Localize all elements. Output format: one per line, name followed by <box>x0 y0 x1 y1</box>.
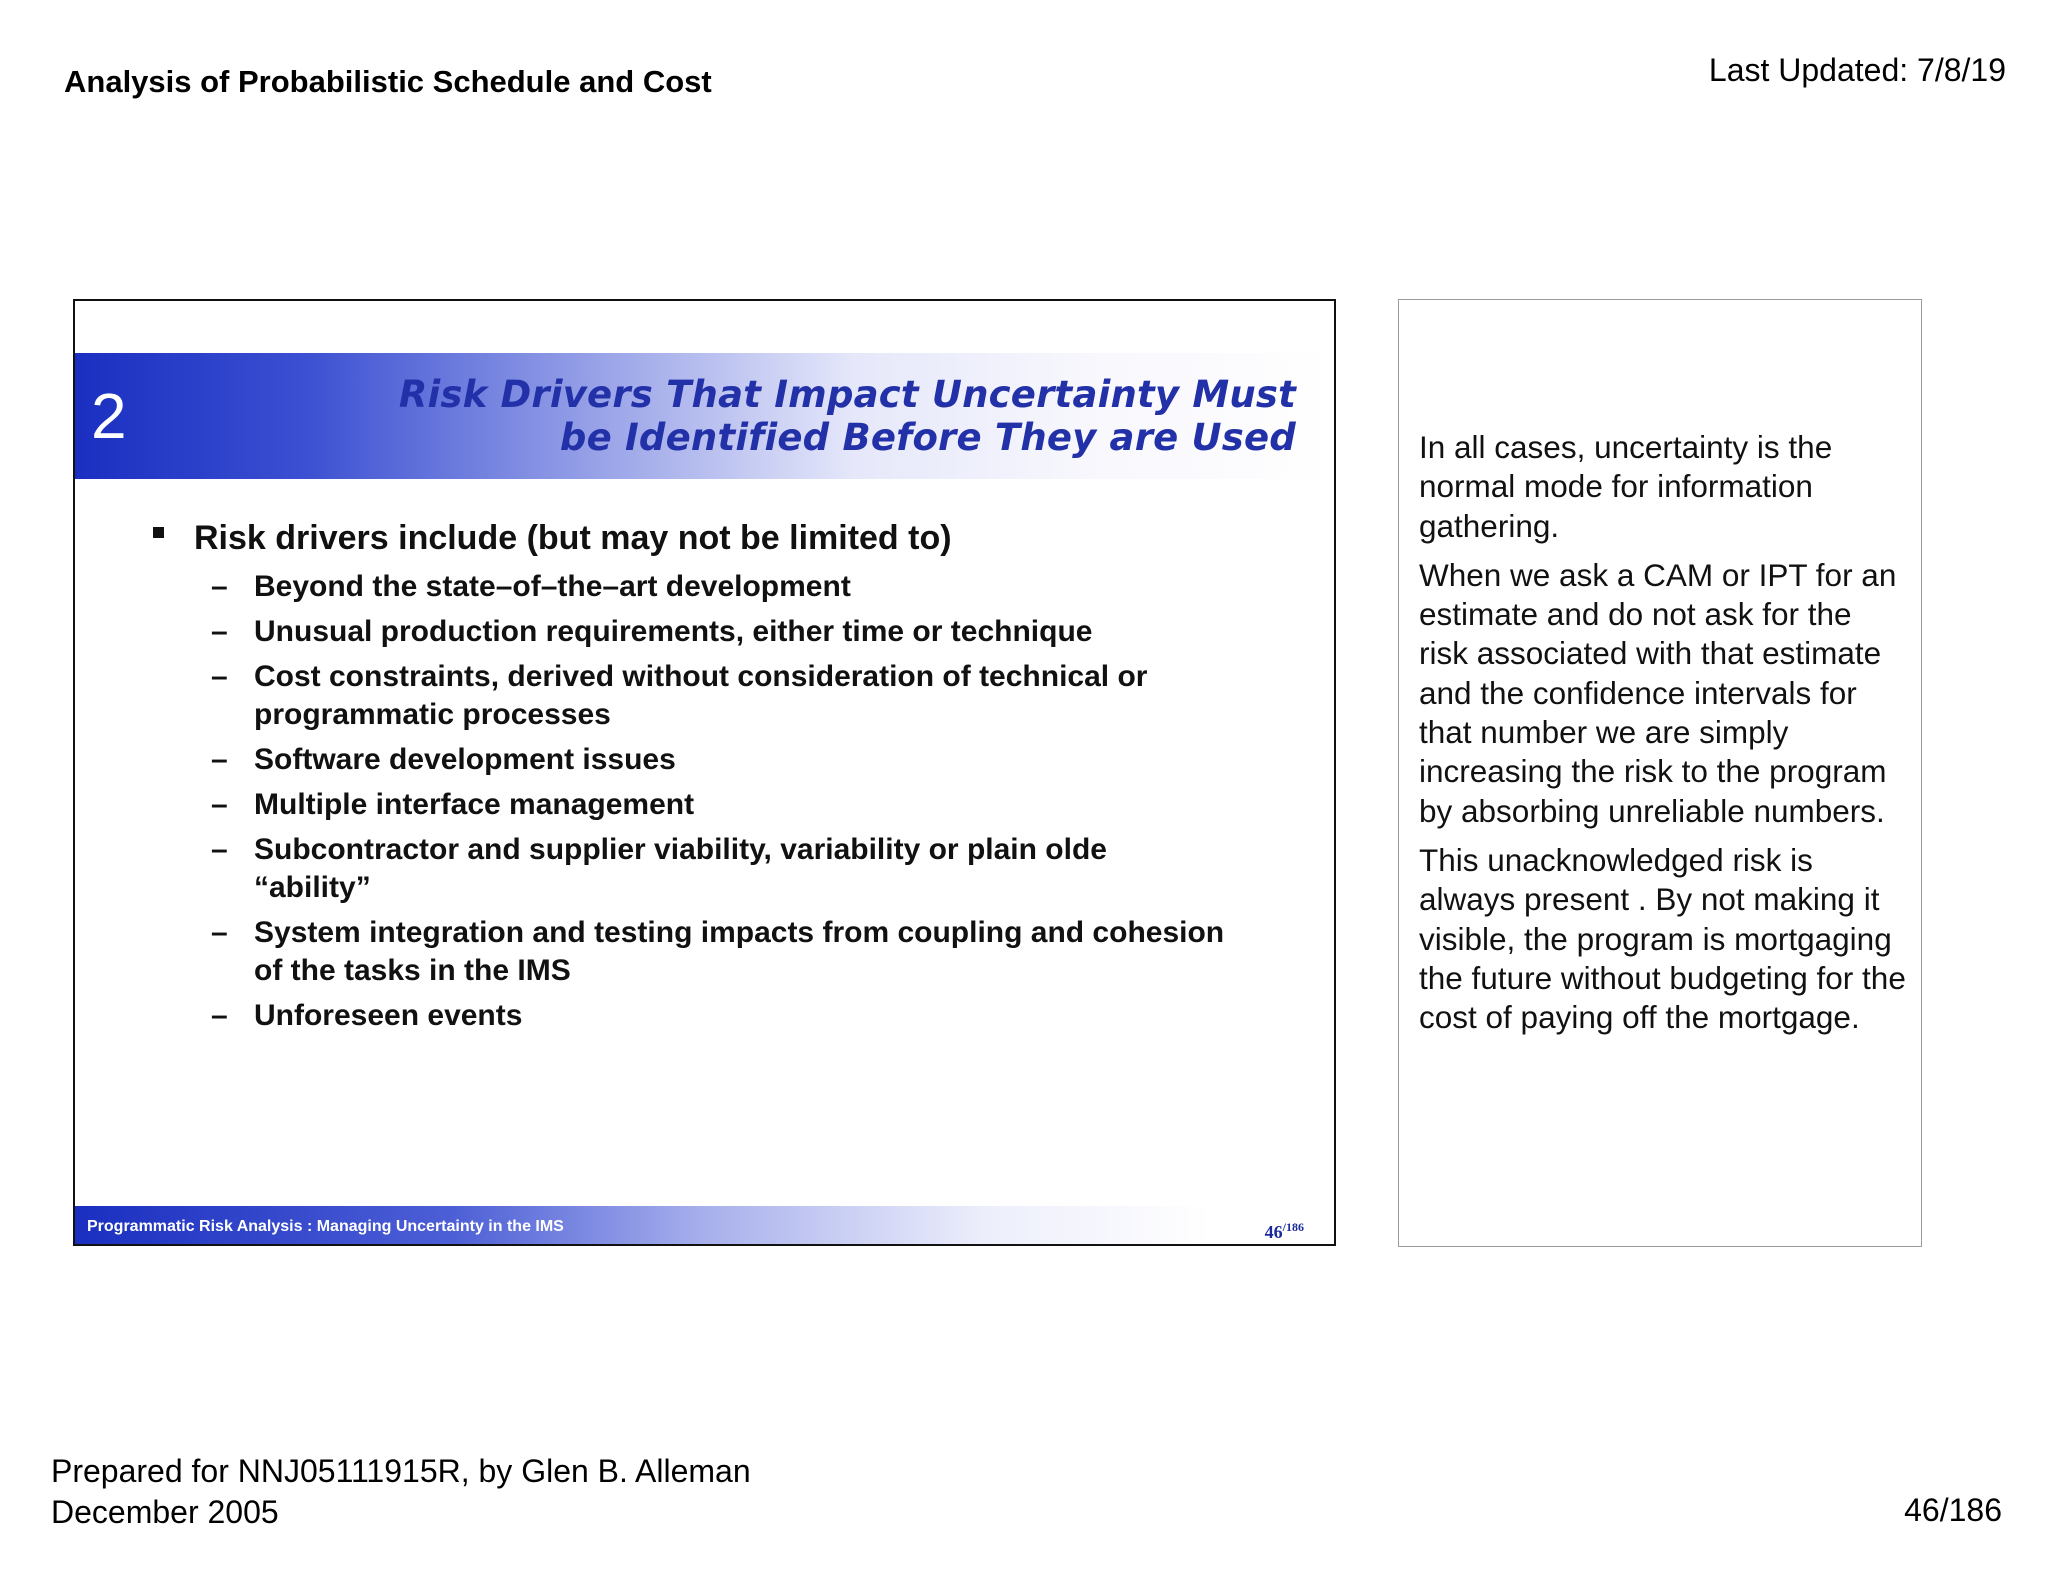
list-item <box>211 786 1231 824</box>
slide-heading-line-1: Risk Drivers That Impact Uncertainty Must <box>398 373 1296 416</box>
sub-bullet-list <box>211 568 1231 1042</box>
notes-paragraph: This unacknowledged risk is always present . By not making it visible, the program is mortgaging the future without budgeting for the cost of paying off the mortgage. <box>1419 841 1906 1036</box>
last-updated-date: Last Updated: 7/8/19 <box>1708 52 2006 88</box>
slide-footer-text: Programmatic Risk Analysis : Managing Uncertainty in the IMS <box>87 1218 564 1235</box>
notes-text <box>1419 428 1909 1047</box>
slide-page-current: 46 <box>1264 1222 1283 1242</box>
slide-heading <box>399 373 1296 459</box>
dash-bullet: – <box>211 660 228 693</box>
slide-footer-band <box>75 1206 1336 1246</box>
page-count: 46/186 <box>1904 1492 2002 1528</box>
list-item-text: Software development issues <box>254 743 676 776</box>
notes-paragraph: When we ask a CAM or IPT for an estimate and do not ask for the risk associated with that estimate and the confidence intervals for that number we are simply increasing the risk to the program by absorbing unreliable numbers. <box>1419 556 1897 829</box>
list-item <box>211 741 1231 779</box>
list-item <box>211 997 1231 1035</box>
dash-bullet: – <box>211 999 228 1032</box>
dash-bullet: – <box>211 788 228 821</box>
dash-bullet: – <box>211 833 228 866</box>
list-item <box>211 914 1231 990</box>
main-bullet-text: Risk drivers include (but may not be limited to) <box>194 519 952 557</box>
list-item-text: System integration and testing impacts from coupling and cohesion of the tasks in the IMS <box>254 916 1225 987</box>
list-item <box>211 568 1231 606</box>
list-item-text: Subcontractor and supplier viability, variability or plain olde “ability” <box>254 833 1107 904</box>
list-item-text: Unusual production requirements, either time or technique <box>254 615 1093 648</box>
list-item <box>211 613 1231 651</box>
dash-bullet: – <box>211 570 228 603</box>
prepared-line: Prepared for NNJ05111915R, by Glen B. Alleman <box>51 1453 751 1489</box>
slide-thumbnail <box>73 299 1336 1246</box>
list-item <box>211 658 1231 734</box>
square-bullet-icon <box>153 527 164 538</box>
slide-heading-line-2: be Identified Before They are Used <box>559 416 1296 459</box>
slide-page-number <box>1265 1220 1304 1243</box>
list-item-text: Beyond the state–of–the–art development <box>254 570 851 603</box>
slide-number: 2 <box>91 380 127 452</box>
dash-bullet: – <box>211 615 228 648</box>
dash-bullet: – <box>211 743 228 776</box>
list-item-text: Cost constraints, derived without consideration of technical or programmatic processes <box>254 660 1148 731</box>
list-item <box>211 831 1231 907</box>
dash-bullet: – <box>211 916 228 949</box>
main-bullet <box>153 519 952 558</box>
slide-page-total: /186 <box>1282 1220 1304 1234</box>
prepared-for-footer <box>51 1451 751 1533</box>
prepared-date: December 2005 <box>51 1494 279 1530</box>
notes-panel <box>1398 299 1922 1247</box>
list-item-text: Unforeseen events <box>254 999 523 1032</box>
list-item-text: Multiple interface management <box>254 788 695 821</box>
notes-paragraph: In all cases, uncertainty is the normal mode for information gathering. <box>1419 429 1833 544</box>
slide-header-band <box>75 353 1336 479</box>
document-title: Analysis of Probabilistic Schedule and Cost <box>64 64 712 99</box>
